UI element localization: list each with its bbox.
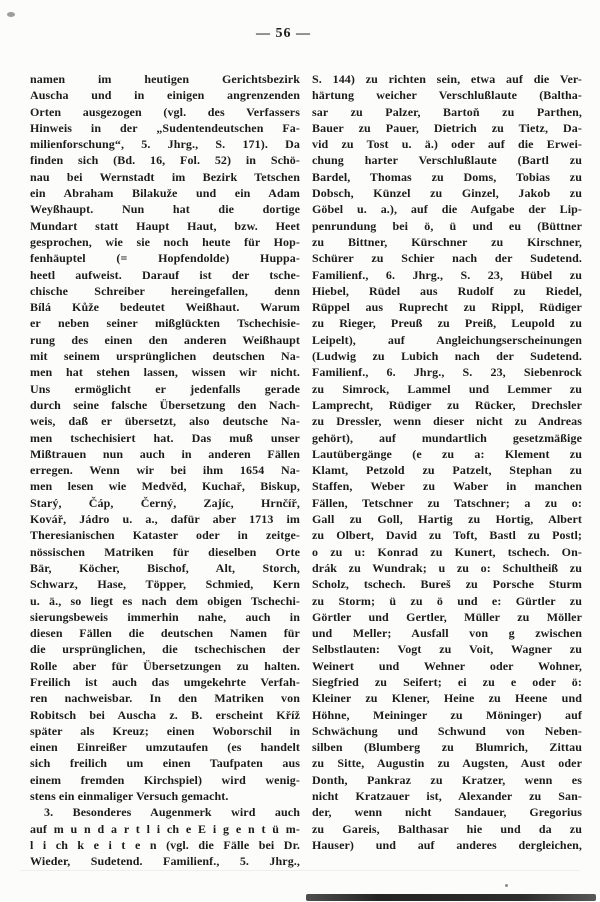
text-line: Orten ausgezogen (vgl. des Verfassers	[30, 104, 300, 119]
text-line: Weyßhaupt. Nun hat die dortige	[30, 202, 300, 217]
text-columns	[30, 71, 582, 870]
text-line: diesen Fällen die deutschen Namen für	[30, 626, 300, 641]
text-line: Weinert und Wehner oder Wohner,	[312, 658, 582, 673]
text-line: fenhäuptel (= Hopfendolde) Huppa-	[30, 251, 300, 266]
scan-noise-line	[20, 870, 580, 871]
text-line: Siegfried zu Seifert; ei zu e oder ö:	[312, 674, 582, 689]
text-line: Wieder, Sudetend. Familienf., 5. Jhrg.,	[30, 854, 300, 869]
text-line: Fällen, Tetschner zu Tatschner; a zu o:	[312, 495, 582, 510]
text-line: zu Olbert, David zu Toft, Bastl zu Postl;	[312, 528, 582, 543]
text-line: einem fremden Kirchspiel) wird wenig-	[30, 772, 300, 787]
text-line: zu Storm; ü zu ö und e: Gürtler zu	[312, 593, 582, 608]
text-line: Robitsch bei Auscha z. B. erscheint Kříž	[30, 707, 300, 722]
text-line: zu Dressler, wenn dieser nicht zu Andreas	[312, 414, 582, 429]
text-line: nicht Kratzauer ist, Alexander zu San-	[312, 789, 582, 804]
text-line: Mißtrauen nun auch in anderen Fällen	[30, 446, 300, 461]
text-line: weis, daß er übersetzt, also deutsche Na-	[30, 414, 300, 429]
text-line: sich freilich um einen Taufpaten aus	[30, 756, 300, 771]
scan-speck	[505, 884, 508, 887]
text-line: (Ludwig zu Lubich nach der Sudetend.	[312, 349, 582, 364]
text-line: Donth, Pankraz zu Kratzer, wenn es	[312, 772, 582, 787]
text-line: nau bei Wernstadt im Bezirk Tetschen	[30, 169, 300, 184]
text-line: Hauser) und auf anderes dergleichen,	[312, 837, 582, 852]
text-line: gehört), auf mundartlich gesetzmäßige	[312, 430, 582, 445]
text-line: sar zu Palzer, Bartoň zu Parthen,	[312, 104, 582, 119]
text-line: Höhne, Meininger zu Möninger) auf	[312, 707, 582, 722]
text-line: men hat stehen lassen, wissen wir nicht.	[30, 365, 300, 380]
text-line: zu Gareis, Balthasar hie und da zu	[312, 821, 582, 836]
text-line: nössischen Matriken für dieselben Orte	[30, 544, 300, 559]
text-line: zu Simrock, Lammel und Lemmer zu	[312, 381, 582, 396]
text-line: Scholz, tschech. Bureš zu Porsche Sturm	[312, 577, 582, 592]
text-line: o zu u: Konrad zu Kunert, tschech. On-	[312, 544, 582, 559]
text-line: l i ch k e i t e n (vgl. die Fälle bei Dr.	[30, 837, 300, 852]
text-line: Familienf., 6. Jhrg., S. 23, Siebenrock	[312, 365, 582, 380]
text-line: härtung weicher Verschlußlaute (Baltha-	[312, 88, 582, 103]
text-line: einen Einreißer umzutaufen (es handelt	[30, 740, 300, 755]
text-line: auf m u n d a r t l i ch e E i g e n t ü m-	[30, 821, 300, 836]
text-line: men tschechisiert hat. Das muß unser	[30, 430, 300, 445]
text-line: silben (Blumberg zu Blumrich, Zittau	[312, 740, 582, 755]
text-line: penrundung bei ö, ü und eu (Büttner	[312, 218, 582, 233]
text-line: Gall zu Goll, Hartig zu Hortig, Albert	[312, 512, 582, 527]
text-line: Staffen, Weber zu Waber in manchen	[312, 479, 582, 494]
text-line: Lautübergänge (e zu a: Klement zu	[312, 446, 582, 461]
text-line: ein Abraham Bilakuže und ein Adam	[30, 186, 300, 201]
text-line: Starý, Čáp, Černý, Zajíc, Hrnčíř,	[30, 495, 300, 510]
text-line: Kovář, Jádro u. a., dafür aber 1713 im	[30, 512, 300, 527]
text-line: Hiebel, Rüdel aus Rudolf zu Riedel,	[312, 283, 582, 298]
text-line: die ursprünglichen, die tschechischen der	[30, 642, 300, 657]
text-line: zu Bittner, Kürschner zu Kirschner,	[312, 234, 582, 249]
text-line: und Meller; Ausfall von g zwischen	[312, 626, 582, 641]
text-line: 3. Besonderes Augenmerk wird auch	[44, 805, 300, 820]
text-line: Schwarz, Hase, Töpper, Schmied, Kern	[30, 577, 300, 592]
text-line: Auscha und in einigen angrenzenden	[30, 88, 300, 103]
text-line: Theresianischen Kataster oder in zeitge-	[30, 528, 300, 543]
text-line: vid zu Tost u. ä.) oder auf die Erwei-	[312, 137, 582, 152]
text-line: sierungsbeweis immerhin nahe, auch in	[30, 609, 300, 624]
text-line: stens ein einmaliger Versuch gemacht.	[30, 789, 229, 804]
text-line: er neben seiner mißglückten Tschechisie-	[30, 316, 300, 331]
text-line: Familienf., 6. Jhrg., S. 23, Hübel zu	[312, 267, 582, 282]
text-line: chische Schreiber hereingefallen, denn	[30, 283, 300, 298]
text-line: zu Rieger, Preuß zu Preiß, Leupold zu	[312, 316, 582, 331]
text-line: finden sich (Bd. 16, Fol. 52) in Schö-	[30, 153, 300, 168]
text-line: zu Sitte, Augustin zu Augsten, Aust oder	[312, 756, 582, 771]
text-line: Bílá Kůže bedeutet Weißhaut. Warum	[30, 300, 300, 315]
text-line: S. 144) zu richten sein, etwa auf die Ver-	[312, 72, 582, 86]
column-right	[312, 71, 582, 870]
text-line: milienforschung“, 5. Jhrg., S. 171). Da	[30, 137, 300, 152]
page-number: — 56 —	[256, 26, 311, 41]
text-line: Mundart statt Haupt Haut, bzw. Heet	[30, 218, 300, 233]
text-line: später als Kreuz; einen Woborschil in	[30, 723, 300, 738]
text-line: Schürer zu Schier nach der Sudetend.	[312, 251, 582, 266]
text-line: mit seinem ursprünglichen deutschen Na-	[30, 349, 300, 364]
text-line: rung des einen den anderen Weißhaupt	[30, 332, 300, 347]
text-line: Hinweis in der „Sudentendeutschen Fa-	[30, 120, 300, 135]
text-line: namen im heutigen Gerichtsbezirk	[30, 72, 300, 86]
text-line: Bär, Köcher, Bischof, Alt, Storch,	[30, 560, 300, 575]
text-line: Dobsch, Künzel zu Ginzel, Jakob zu	[312, 186, 582, 201]
text-line: Lamprecht, Rüdiger zu Rücker, Drechsler	[312, 397, 582, 412]
text-line: ren nachweisbar. In den Matriken von	[30, 691, 300, 706]
text-line: Kleiner zu Klener, Heine zu Heene und	[312, 691, 582, 706]
text-line: gesprochen, wie sie noch heute für Hop-	[30, 234, 300, 249]
text-line: erregen. Wenn wir bei ihm 1654 Na-	[30, 463, 300, 478]
text-line: chung harter Verschlußlaute (Bartl zu	[312, 153, 582, 168]
text-line: Schwächung und Schwund von Neben-	[312, 723, 582, 738]
text-line: Uns ermöglicht er jedenfalls gerade	[30, 381, 300, 396]
text-line: Klamt, Petzold zu Patzelt, Stephan zu	[312, 463, 582, 478]
text-line: Bauer zu Pauer, Dietrich zu Tietz, Da-	[312, 120, 582, 135]
text-line: durch seine falsche Übersetzung den Nach-	[30, 397, 300, 412]
text-line: Göbel u. a.), auf die Aufgabe der Lip-	[312, 202, 582, 217]
scan-artifact-bar	[306, 894, 596, 901]
text-line: men lesen wie Medvěd, Kuchař, Biskup,	[30, 479, 300, 494]
text-line: u. ä., so liegt es nach dem obigen Tschechi-	[30, 593, 300, 608]
column-left	[30, 71, 300, 870]
scan-speck	[7, 12, 15, 17]
text-line: Bardel, Thomas zu Doms, Tobias zu	[312, 169, 582, 184]
text-line: der, wenn nicht Sandauer, Gregorius	[312, 805, 582, 820]
text-line: Rolle aber für Übersetzungen zu halten.	[30, 658, 300, 673]
text-line: Selbstlauten: Vogt zu Voit, Wagner zu	[312, 642, 582, 657]
text-line: drák zu Wundrak; u zu o: Schultheiß zu	[312, 560, 582, 575]
text-line: Leipelt), auf Angleichungserscheinungen	[312, 332, 582, 347]
text-line: Freilich ist auch das umgekehrte Verfah-	[30, 674, 300, 689]
text-line: Rüppel aus Ruprecht zu Rippl, Rüdiger	[312, 300, 582, 315]
text-line: heetl aufweist. Darauf ist der tsche-	[30, 267, 300, 282]
text-line: Görtler und Gertler, Müller zu Möller	[312, 609, 582, 624]
